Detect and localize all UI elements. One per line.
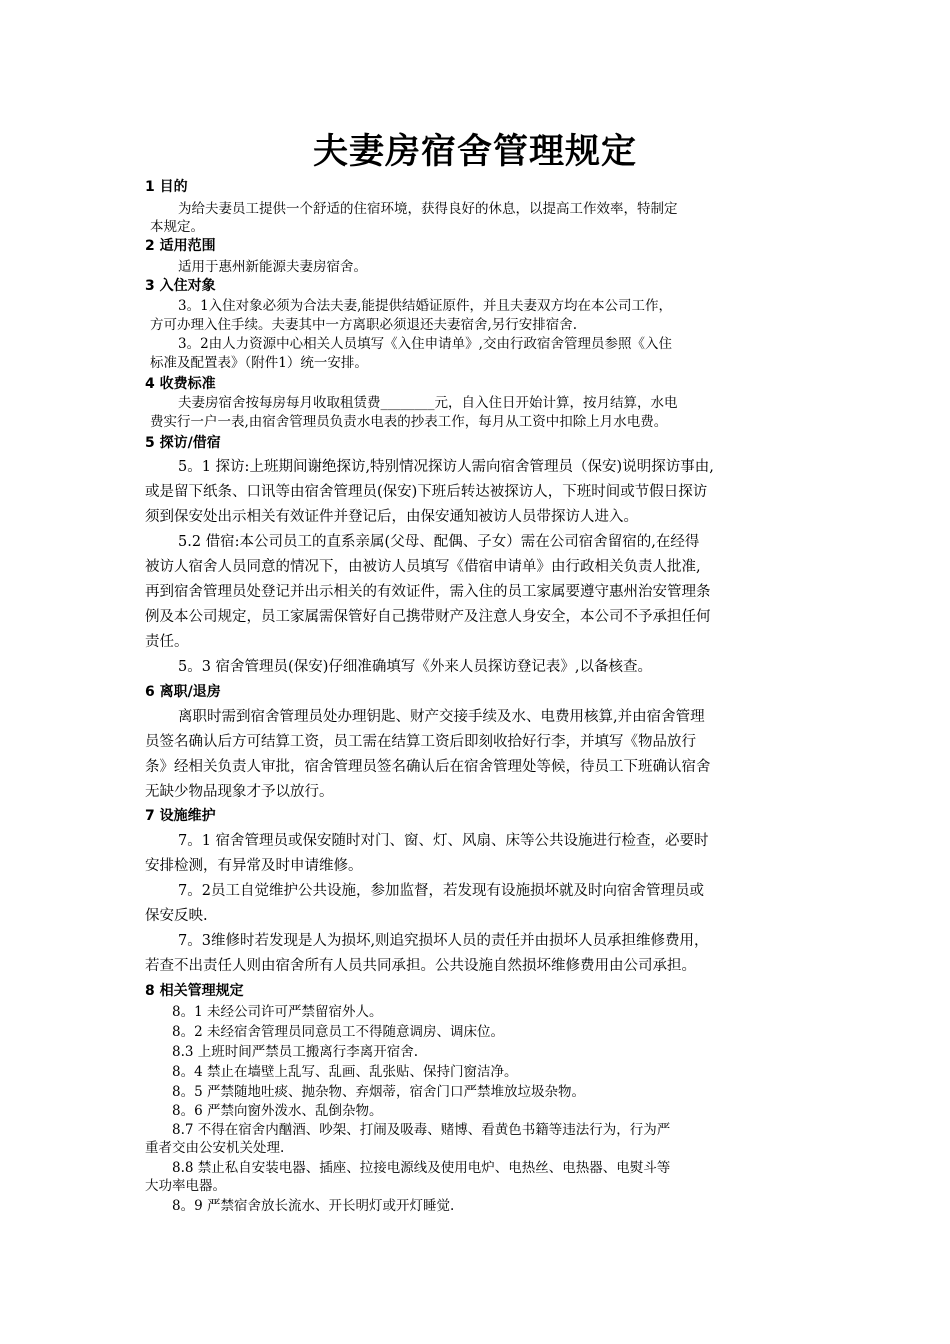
section-heading-occupants: 3 入住对象 bbox=[145, 278, 216, 294]
text-line: 7。2员工自觉维护公共设施，参加监督，若发现有设施损坏就及时向宿舍管理员或 bbox=[178, 883, 704, 899]
text-line: 离职时需到宿舍管理员处办理钥匙、财产交接手续及水、电费用核算,并由宿舍管理 bbox=[178, 709, 705, 725]
text-line: 须到保安处出示相关有效证件并登记后，由保安通知被访人员带探访人进入。 bbox=[145, 509, 638, 525]
text-line: 被访人宿舍人员同意的情况下，由被访人员填写《借宿申请单》由行政相关负责人批准, bbox=[145, 559, 701, 575]
section-heading-scope: 2 适用范围 bbox=[145, 238, 216, 254]
section-heading-checkout: 6 离职/退房 bbox=[145, 684, 221, 700]
text-line: 8。6 严禁向窗外泼水、乱倒杂物。 bbox=[172, 1103, 383, 1119]
section-heading-rules: 8 相关管理规定 bbox=[145, 983, 244, 999]
text-line: 重者交由公安机关处理. bbox=[145, 1140, 285, 1156]
section-heading-visits: 5 探访/借宿 bbox=[145, 435, 221, 451]
text-line: 责任。 bbox=[145, 634, 189, 650]
text-line: 保安反映. bbox=[145, 908, 208, 924]
text-line: 无缺少物品现象才予以放行。 bbox=[145, 784, 334, 800]
text-line: 标准及配置表》（附件1）统一安排。 bbox=[150, 355, 368, 371]
text-line: 7。1 宿舍管理员或保安随时对门、窗、灯、风扇、床等公共设施进行检查，必要时 bbox=[178, 833, 709, 849]
text-line: 5。1 探访:上班期间谢绝探访,特别情况探访人需向宿舍管理员（保安)说明探访事由, bbox=[178, 459, 714, 475]
text-line: 再到宿舍管理员处登记并出示相关的有效证件，需入住的员工家属要遵守惠州治安管理条 bbox=[145, 584, 711, 600]
text-line: 8。1 未经公司许可严禁留宿外人。 bbox=[172, 1004, 383, 1020]
text-line: 方可办理入住手续。夫妻其中一方离职必须退还夫妻宿舍,另行安排宿舍. bbox=[150, 317, 578, 333]
text-line: 8。2 未经宿舍管理员同意员工不得随意调房、调床位。 bbox=[172, 1024, 504, 1040]
text-line: 员签名确认后方可结算工资，员工需在结算工资后即刻收拾好行李，并填写《物品放行 bbox=[145, 734, 696, 750]
text-line: 8。5 严禁随地吐痰、抛杂物、弃烟蒂，宿舍门口严禁堆放垃圾杂物。 bbox=[172, 1084, 585, 1100]
text-line: 费实行一户一表,由宿舍管理员负责水电表的抄表工作，每月从工资中扣除上月水电费。 bbox=[150, 414, 668, 430]
text-line: 本规定。 bbox=[150, 219, 204, 235]
text-line: 大功率电器。 bbox=[145, 1178, 226, 1194]
text-line: 适用于惠州新能源夫妻房宿舍。 bbox=[178, 259, 367, 275]
text-line: 3。1入住对象必须为合法夫妻,能提供结婚证原件，并且夫妻双方均在本公司工作， bbox=[178, 298, 672, 314]
document-title: 夫妻房宿舍管理规定 bbox=[312, 132, 637, 172]
section-heading-fees: 4 收费标准 bbox=[145, 376, 216, 392]
text-line: 3。2由人力资源中心相关人员填写《入住申请单》,交由行政宿舍管理员参照《入住 bbox=[178, 336, 672, 352]
text-line: 若查不出责任人则由宿舍所有人员共同承担。公共设施自然损坏维修费用由公司承担。 bbox=[145, 958, 696, 974]
text-line: 8.8 禁止私自安装电器、插座、拉接电源线及使用电炉、电热丝、电热器、电熨斗等 bbox=[172, 1160, 671, 1176]
section-heading-purpose: 1 目的 bbox=[145, 179, 188, 195]
text-line: 为给夫妻员工提供一个舒适的住宿环境，获得良好的休息，以提高工作效率，特制定 bbox=[178, 201, 678, 217]
text-line: 例及本公司规定，员工家属需保管好自己携带财产及注意人身安全，本公司不予承担任何 bbox=[145, 609, 711, 625]
text-line: 夫妻房宿舍按每房每月收取租赁费________元，自入住日开始计算，按月结算，水电 bbox=[178, 395, 678, 411]
text-line: 8.7 不得在宿舍内酗酒、吵架、打闹及吸毒、赌博、看黄色书籍等违法行为，行为严 bbox=[172, 1122, 671, 1138]
section-heading-maintenance: 7 设施维护 bbox=[145, 808, 216, 824]
text-line: 8.3 上班时间严禁员工搬离行李离开宿舍. bbox=[172, 1044, 419, 1060]
text-line: 8。9 严禁宿舍放长流水、开长明灯或开灯睡觉. bbox=[172, 1198, 455, 1214]
text-line: 5。3 宿舍管理员(保安)仔细准确填写《外来人员探访登记表》,以备核查。 bbox=[178, 659, 652, 675]
text-line: 5.2 借宿:本公司员工的直系亲属(父母、配偶、子女）需在公司宿舍留宿的,在经得 bbox=[178, 534, 700, 550]
text-line: 或是留下纸条、口讯等由宿舍管理员(保安)下班后转达被探访人，下班时间或节假日探访 bbox=[145, 484, 708, 500]
text-line: 7。3维修时若发现是人为损坏,则追究损坏人员的责任并由损坏人员承担维修费用， bbox=[178, 933, 709, 949]
text-line: 8。4 禁止在墙壁上乱写、乱画、乱张贴、保持门窗洁净。 bbox=[172, 1064, 518, 1080]
text-line: 条》经相关负责人审批，宿舍管理员签名确认后在宿舍管理处等候，待员工下班确认宿舍 bbox=[145, 759, 711, 775]
text-line: 安排检测，有异常及时申请维修。 bbox=[145, 858, 363, 874]
